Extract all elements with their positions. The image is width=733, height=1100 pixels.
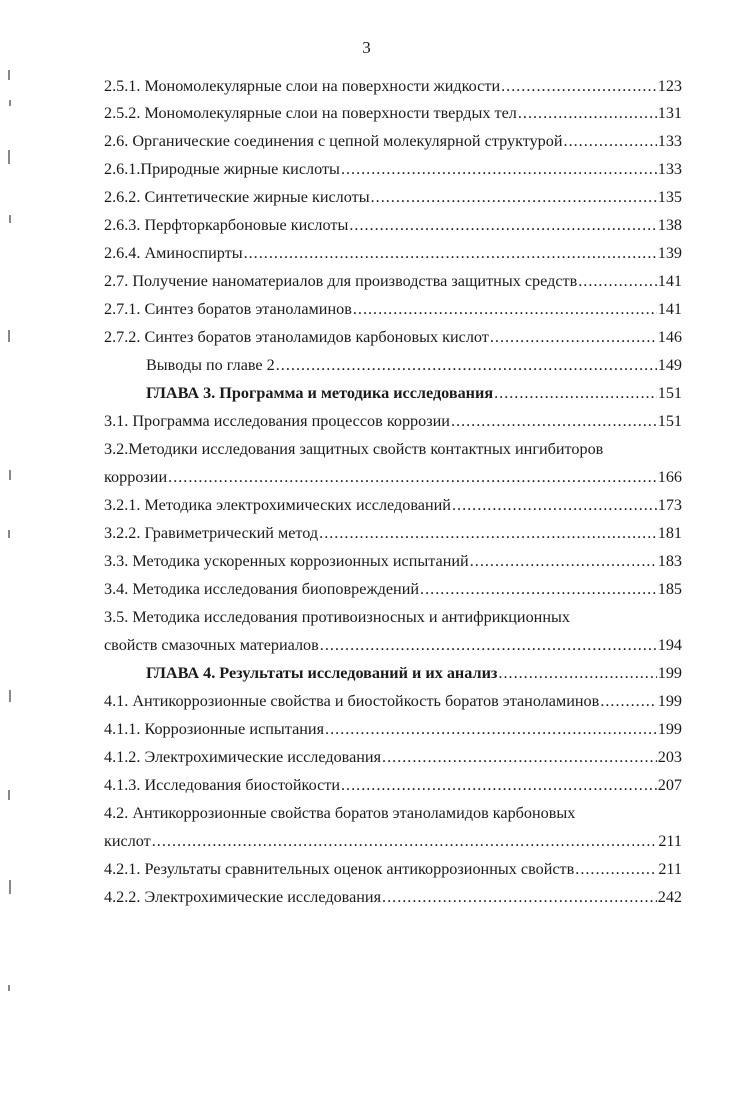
toc-entry-page: 199	[657, 664, 682, 682]
toc-entry-title: ГЛАВА 4. Результаты исследований и их анализ	[146, 664, 498, 682]
toc-leader-dots	[564, 131, 657, 151]
toc-entry-2-7-1	[104, 299, 682, 319]
toc-entry-4-1-2	[104, 747, 682, 767]
toc-entry-4-2-1	[104, 859, 682, 879]
toc-leader-dots	[320, 635, 657, 655]
toc-entry-2-6-1	[104, 159, 682, 179]
toc-entry-page: 166	[657, 468, 682, 486]
toc-leader-dots	[518, 103, 657, 123]
toc-entry-page: 146	[657, 328, 682, 346]
toc-entry-2-7-2	[104, 327, 682, 347]
toc-entry-page: 194	[657, 636, 682, 654]
toc-leader-dots	[382, 747, 657, 767]
toc-leader-dots	[353, 299, 657, 319]
toc-entry-page: 141	[657, 272, 682, 290]
toc-entry-page: 199	[657, 692, 682, 710]
toc-entry-3-1	[104, 411, 682, 431]
toc-leader-dots	[319, 523, 657, 543]
toc-leader-dots	[451, 411, 657, 431]
toc-entry-4-1-1	[104, 719, 682, 739]
toc-entry-title-continued: коррозии	[104, 468, 168, 486]
scan-mark	[9, 100, 11, 106]
toc-entry-3-3	[104, 551, 682, 571]
toc-entry-2-5-1	[104, 76, 682, 96]
page-number: 3	[362, 38, 371, 57]
toc-entry-title: 4.1.1. Коррозионные испытания	[104, 720, 325, 738]
toc-entry-page: 131	[657, 104, 682, 122]
toc-entry-page: 133	[657, 132, 682, 150]
toc-entry-chapter-4	[146, 663, 682, 683]
toc-leader-dots	[276, 355, 657, 375]
scan-mark	[8, 530, 10, 538]
toc-entry-3-2-2	[104, 523, 682, 543]
toc-entry-chapter-3	[146, 383, 682, 403]
toc-leader-dots	[490, 327, 657, 347]
scan-mark	[8, 985, 10, 991]
scan-mark	[8, 790, 10, 800]
toc-entry-page: 133	[657, 160, 682, 178]
toc-entry-page: 207	[657, 776, 682, 794]
toc-entry-title: 2.5.1. Мономолекулярные слои на поверхности жидкости	[104, 77, 501, 95]
toc-entry-title: 2.7.1. Синтез боратов этаноламинов	[104, 300, 352, 318]
toc-entry-title: 3.2.1. Методика электрохимических исследований	[104, 496, 451, 514]
toc-entry-page: 141	[657, 300, 682, 318]
toc-entry-2-5-2	[104, 103, 682, 123]
toc-entry-3-5-line1	[104, 607, 682, 627]
toc-entry-title: 3.2.2. Гравиметрический метод	[104, 524, 319, 542]
toc-leader-dots	[325, 719, 657, 739]
toc-entry-page: 242	[657, 888, 682, 906]
toc-entry-page: 123	[657, 77, 682, 95]
scan-mark	[8, 70, 10, 80]
toc-entry-2-6-3	[104, 215, 682, 235]
toc-entry-3-2-line1	[104, 439, 682, 459]
toc-entry-page: 173	[657, 496, 682, 514]
toc-entry-title: 4.1.2. Электрохимические исследования	[104, 748, 382, 766]
toc-entry-title: 2.5.2. Мономолекулярные слои на поверхности твердых тел	[104, 104, 517, 122]
toc-entry-3-4	[104, 579, 682, 599]
toc-leader-dots	[452, 495, 657, 515]
toc-leader-dots	[152, 831, 658, 851]
toc-entry-page: 151	[657, 412, 682, 430]
toc-leader-dots	[578, 271, 656, 291]
toc-leader-dots	[498, 663, 656, 683]
toc-entry-title: 3.3. Методика ускоренных коррозионных испытаний	[104, 552, 469, 570]
toc-entry-title-continued: кислот	[104, 832, 151, 850]
toc-leader-dots	[168, 467, 657, 487]
toc-entry-page: 151	[657, 384, 682, 402]
toc-leader-dots	[341, 775, 657, 795]
scan-mark	[9, 215, 11, 223]
scan-margin-marks	[0, 0, 40, 1100]
toc-entry-title: 2.7.2. Синтез боратов этаноламидов карбоновых кислот	[104, 328, 489, 346]
scan-mark	[9, 880, 11, 894]
toc-entry-title: 2.6.4. Аминоспирты	[104, 244, 243, 262]
scan-mark	[8, 330, 10, 342]
toc-entry-page: 185	[657, 580, 682, 598]
toc-entry-2-7	[104, 271, 682, 291]
toc-entry-page: 138	[657, 216, 682, 234]
toc-entry-page: 181	[657, 524, 682, 542]
toc-leader-dots	[494, 383, 657, 403]
toc-entry-title: 2.6.3. Перфторкарбоновые кислоты	[104, 216, 349, 234]
toc-entry-title: 2.6.2. Синтетические жирные кислоты	[104, 188, 370, 206]
toc-entry-title: ГЛАВА 3. Программа и методика исследования	[146, 384, 494, 402]
toc-entry-title: 3.5. Методика исследования противоизносных и антифрикционных	[104, 608, 570, 626]
toc-entry-title: 3.2.Методики исследования защитных свойств контактных ингибиторов	[104, 440, 604, 458]
scan-mark	[9, 690, 11, 702]
toc-leader-dots	[349, 215, 656, 235]
toc-entry-3-2-1	[104, 495, 682, 515]
toc-leader-dots	[341, 159, 657, 179]
toc-leader-dots	[470, 551, 657, 571]
toc-entry-title-continued: свойств смазочных материалов	[104, 636, 319, 654]
toc-leader-dots	[501, 76, 657, 96]
toc-entry-title: 4.2. Антикоррозионные свойства боратов этаноламидов карбоновых	[104, 804, 576, 822]
toc-entry-page: 211	[658, 860, 682, 878]
toc-leader-dots	[244, 243, 657, 263]
toc-entry-2-6-2	[104, 187, 682, 207]
toc-entry-4-2-line1	[104, 803, 682, 823]
toc-leader-dots	[382, 887, 657, 907]
toc-entry-page: 199	[657, 720, 682, 738]
toc-leader-dots	[575, 859, 657, 879]
toc-leader-dots	[420, 579, 657, 599]
toc-entry-title: 2.7. Получение наноматериалов для производства защитных средств	[104, 272, 578, 290]
scan-mark	[9, 470, 11, 480]
toc-leader-dots	[371, 187, 657, 207]
toc-entry-title: 4.1.3. Исследования биостойкости	[104, 776, 340, 794]
toc-entry-page: 149	[657, 356, 682, 374]
scan-mark	[8, 150, 10, 164]
toc-entry-4-1	[104, 691, 682, 711]
toc-entry-page: 211	[658, 832, 682, 850]
toc-entry-page: 183	[657, 552, 682, 570]
toc-entry-2-6-4	[104, 243, 682, 263]
toc-entry-title: 3.4. Методика исследования биоповреждений	[104, 580, 420, 598]
toc-entry-title: 2.6.1.Природные жирные кислоты	[104, 160, 340, 178]
toc-entry-title: 4.2.2. Электрохимические исследования	[104, 888, 382, 906]
toc-entry-4-2-line2	[104, 831, 682, 851]
toc-entry-title: 2.6. Органические соединения с цепной молекулярной структурой	[104, 132, 563, 150]
toc-entry-title: 3.1. Программа исследования процессов коррозии	[104, 412, 450, 430]
toc-entry-chapter-2-conclusions	[146, 355, 682, 375]
toc-entry-title: Выводы по главе 2	[146, 356, 275, 374]
toc-entry-3-5-line2	[104, 635, 682, 655]
toc-entry-title: 4.2.1. Результаты сравнительных оценок антикоррозионных свойств	[104, 860, 575, 878]
toc-entry-4-2-2	[104, 887, 682, 907]
toc-entry-page: 203	[657, 748, 682, 766]
toc-entry-page: 135	[657, 188, 682, 206]
toc-leader-dots	[600, 691, 656, 711]
toc-entry-2-6	[104, 131, 682, 151]
toc-entry-title: 4.1. Антикоррозионные свойства и биостойкость боратов этаноламинов	[104, 692, 600, 710]
toc-entry-4-1-3	[104, 775, 682, 795]
toc-entry-page: 139	[657, 244, 682, 262]
toc-entry-3-2-line2	[104, 467, 682, 487]
